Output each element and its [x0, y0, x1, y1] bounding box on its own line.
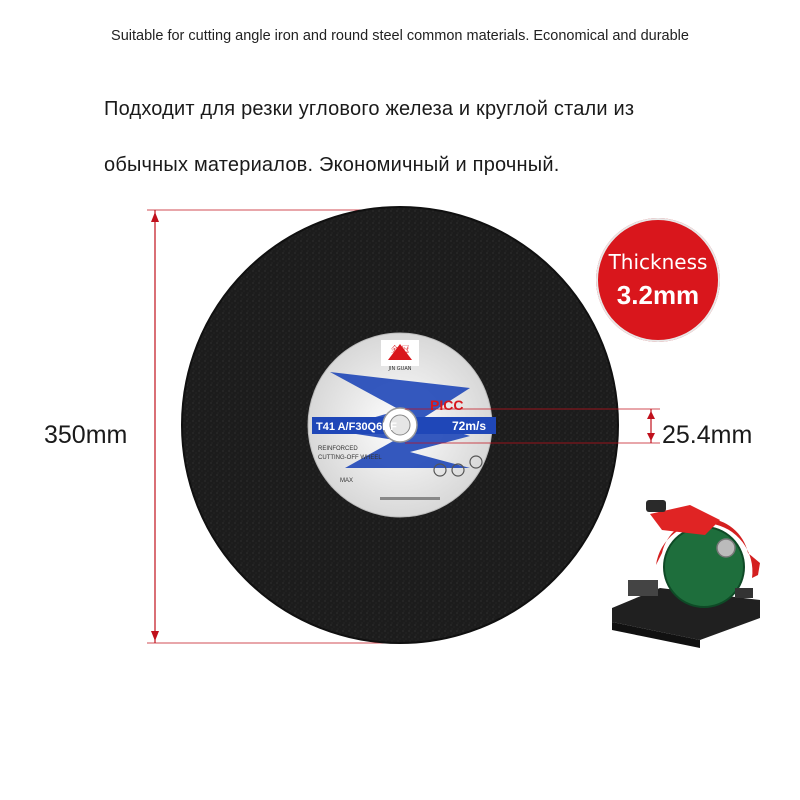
disc-model: T41 A/F30Q6BF	[316, 421, 397, 433]
disc-type-line1: REINFORCED	[318, 446, 358, 452]
disc-logo-cn: 金 冠	[390, 345, 410, 354]
disc-logo-en: JIN GUAN	[388, 366, 412, 372]
thickness-badge-value: 3.2mm	[616, 280, 700, 310]
disc-speed: 72m/s	[452, 419, 487, 433]
chop-saw-image	[612, 500, 760, 648]
russian-caption-line2: обычных материалов. Экономичный и прочный.	[104, 154, 560, 176]
bore-label: 25.4mm	[662, 421, 753, 449]
thickness-badge	[596, 218, 720, 342]
russian-caption-line1: Подходит для резки углового железа и круглой стали из	[104, 98, 635, 120]
thickness-badge-title: Thickness	[608, 250, 708, 274]
english-caption: Suitable for cutting angle iron and round steel common materials. Economical and durable	[111, 28, 689, 44]
disc-max: MAX	[340, 478, 354, 484]
disc-type-line2: CUTTING-OFF WHEEL	[318, 455, 382, 461]
disc-brand: PICC	[430, 397, 464, 413]
diameter-label: 350mm	[44, 421, 128, 449]
